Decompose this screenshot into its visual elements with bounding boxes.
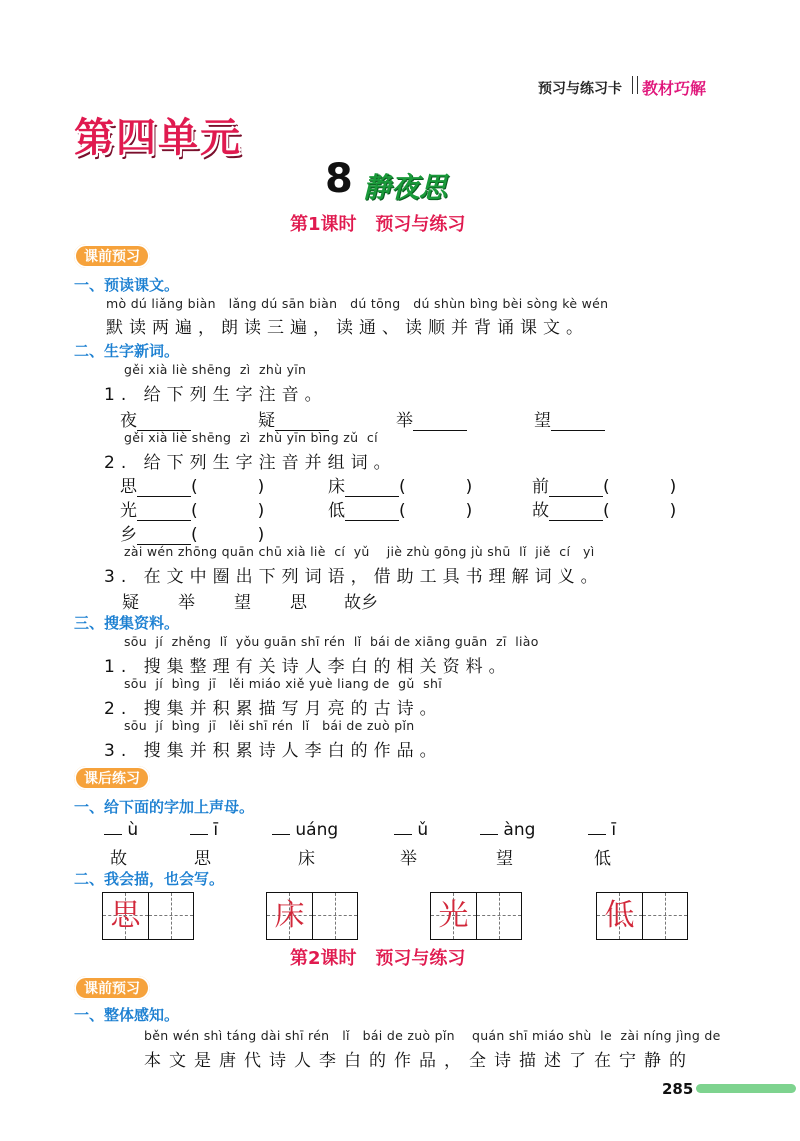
pinyin-line: sōu jí zhěng lǐ yǒu guān shī rén lǐ bái de xiāng guān zī liào — [124, 634, 539, 649]
pinyin-line: sōu jí bìng jī lěi miáo xiě yuè liang de gǔ shī — [124, 676, 442, 691]
char: 望 — [496, 849, 513, 869]
answer-blank[interactable] — [588, 834, 606, 835]
section-heading: 二、我会描，也会写。 — [74, 870, 225, 888]
session1-title: 第1课时 预习与练习 — [290, 214, 466, 235]
question-text: 3. 搜集并积累诗人李白的作品。 — [104, 741, 443, 761]
writing-grid — [102, 892, 194, 940]
char: 故 — [532, 501, 549, 521]
lesson-number: 8 — [325, 156, 353, 202]
section-heading: 一、预读课文。 — [74, 276, 180, 294]
char: 故 — [110, 849, 127, 869]
answer-blank[interactable] — [549, 480, 603, 497]
char-blank — [534, 406, 605, 431]
preview-tag: 课前预习 — [74, 244, 150, 268]
question-text: 1. 给下列生字注音。 — [104, 385, 328, 405]
pinyin-line: gěi xià liè shēng zì zhù yīn bìng zǔ cí — [124, 430, 378, 445]
char-blank — [396, 406, 467, 431]
answer-blank[interactable] — [345, 504, 399, 521]
section-heading: 三、搜集资料。 — [74, 614, 180, 632]
char-blank — [258, 406, 329, 431]
final: ī — [611, 820, 617, 840]
char: 床 — [328, 477, 345, 497]
final: ù — [127, 820, 139, 840]
pinyin-line: zài wén zhōng quān chū xià liè cí yǔ jiè zhù gōng jù shū lǐ jiě cí yì — [124, 544, 595, 559]
word-item: 疑 — [122, 593, 139, 613]
initial-blank — [190, 820, 218, 840]
preview-tag: 课前预习 — [74, 976, 150, 1000]
pinyin-line: mò dú liǎng biàn lǎng dú sān biàn dú tōng dú shùn bìng bèi sòng kè wén — [106, 296, 609, 311]
word-item: 故乡 — [344, 593, 378, 613]
answer-blank[interactable] — [345, 480, 399, 497]
initial-blank — [588, 820, 616, 840]
answer-blank[interactable] — [394, 834, 412, 835]
char: 举 — [396, 411, 413, 431]
write-cell[interactable] — [476, 893, 521, 939]
header-divider — [632, 76, 638, 94]
writing-grid — [596, 892, 688, 940]
answer-blank[interactable] — [190, 834, 208, 835]
final: àng — [503, 820, 536, 840]
page-bar — [696, 1084, 796, 1093]
write-cell[interactable] — [148, 893, 193, 939]
section-heading: 一、给下面的字加上声母。 — [74, 798, 255, 816]
pinyin-line: gěi xià liè shēng zì zhù yīn — [124, 362, 307, 377]
writing-grid — [430, 892, 522, 940]
question-text: 2. 给下列生字注音并组词。 — [104, 453, 397, 473]
write-cell[interactable] — [642, 893, 687, 939]
final: ǔ — [417, 820, 429, 840]
answer-blank[interactable] — [413, 414, 467, 431]
write-cell[interactable] — [312, 893, 357, 939]
pinyin-line: sōu jí bìng jī lěi shī rén lǐ bái de zuò pǐn — [124, 718, 415, 733]
char-word-blank: 故 ( ) — [532, 501, 677, 521]
session2-title: 第2课时 预习与练习 — [290, 948, 466, 969]
answer-blank[interactable] — [275, 414, 329, 431]
writing-grid — [266, 892, 358, 940]
answer-blank[interactable] — [137, 504, 191, 521]
char: 低 — [328, 501, 345, 521]
char: 思 — [120, 477, 137, 497]
trace-char: 床 — [274, 898, 305, 933]
char: 光 — [120, 501, 137, 521]
word-item: 思 — [290, 593, 307, 613]
char: 乡 — [120, 525, 137, 545]
initial-blank — [394, 820, 428, 840]
header-accent: 教材巧解 — [642, 79, 707, 98]
trace-char: 低 — [604, 898, 635, 933]
practice-tag: 课后练习 — [74, 766, 150, 790]
question-text: 2. 搜集并积累描写月亮的古诗。 — [104, 699, 443, 719]
initial-blank — [272, 820, 338, 840]
answer-blank[interactable] — [272, 834, 290, 835]
section-heading: 一、整体感知。 — [74, 1006, 180, 1024]
section-heading: 二、生字新词。 — [74, 342, 180, 360]
trace-char: 思 — [110, 898, 141, 933]
pinyin-line: běn wén shì táng dài shī rén lǐ bái de zuò pǐn quán shī miáo shù le zài níng jìng de — [144, 1028, 721, 1043]
answer-blank[interactable] — [104, 834, 122, 835]
answer-blank[interactable] — [137, 480, 191, 497]
char: 望 — [534, 411, 551, 431]
text-line: 本文是唐代诗人李白的作品，全诗描述了在宁静的 — [144, 1051, 694, 1071]
char: 疑 — [258, 411, 275, 431]
question-text: 3. 在文中圈出下列词语，借助工具书理解词义。 — [104, 567, 604, 587]
page-number: 285 — [662, 1080, 694, 1098]
char-word-blank: 床 ( ) — [328, 477, 473, 497]
lesson-name: 静夜思 — [363, 171, 448, 204]
answer-blank[interactable] — [551, 414, 605, 431]
question-text: 1. 搜集整理有关诗人李白的相关资料。 — [104, 657, 512, 677]
header-label: 预习与练习卡 — [538, 81, 622, 97]
char: 床 — [298, 849, 315, 869]
word-item: 举 — [178, 593, 195, 613]
char-word-blank: 乡 ( ) — [120, 525, 265, 545]
initial-blank — [104, 820, 138, 840]
answer-blank[interactable] — [137, 414, 191, 431]
trace-char: 光 — [438, 898, 469, 933]
initial-blank — [480, 820, 535, 840]
final: uáng — [295, 820, 339, 840]
text-line: 默读两遍，朗读三遍，读通、读顺并背诵课文。 — [106, 318, 589, 338]
char: 思 — [194, 849, 211, 869]
char-word-blank: 低 ( ) — [328, 501, 473, 521]
word-item: 望 — [234, 593, 251, 613]
char-word-blank: 光 ( ) — [120, 501, 265, 521]
char: 举 — [400, 849, 417, 869]
answer-blank[interactable] — [480, 834, 498, 835]
final: ī — [213, 820, 219, 840]
char-word-blank: 思 ( ) — [120, 477, 265, 497]
answer-blank[interactable] — [137, 528, 191, 545]
unit-title: 第四单元 — [74, 115, 242, 161]
char-blank — [120, 406, 191, 431]
answer-blank[interactable] — [549, 504, 603, 521]
char: 夜 — [120, 411, 137, 431]
char-word-blank: 前 ( ) — [532, 477, 677, 497]
char: 前 — [532, 477, 549, 497]
char: 低 — [594, 849, 611, 869]
